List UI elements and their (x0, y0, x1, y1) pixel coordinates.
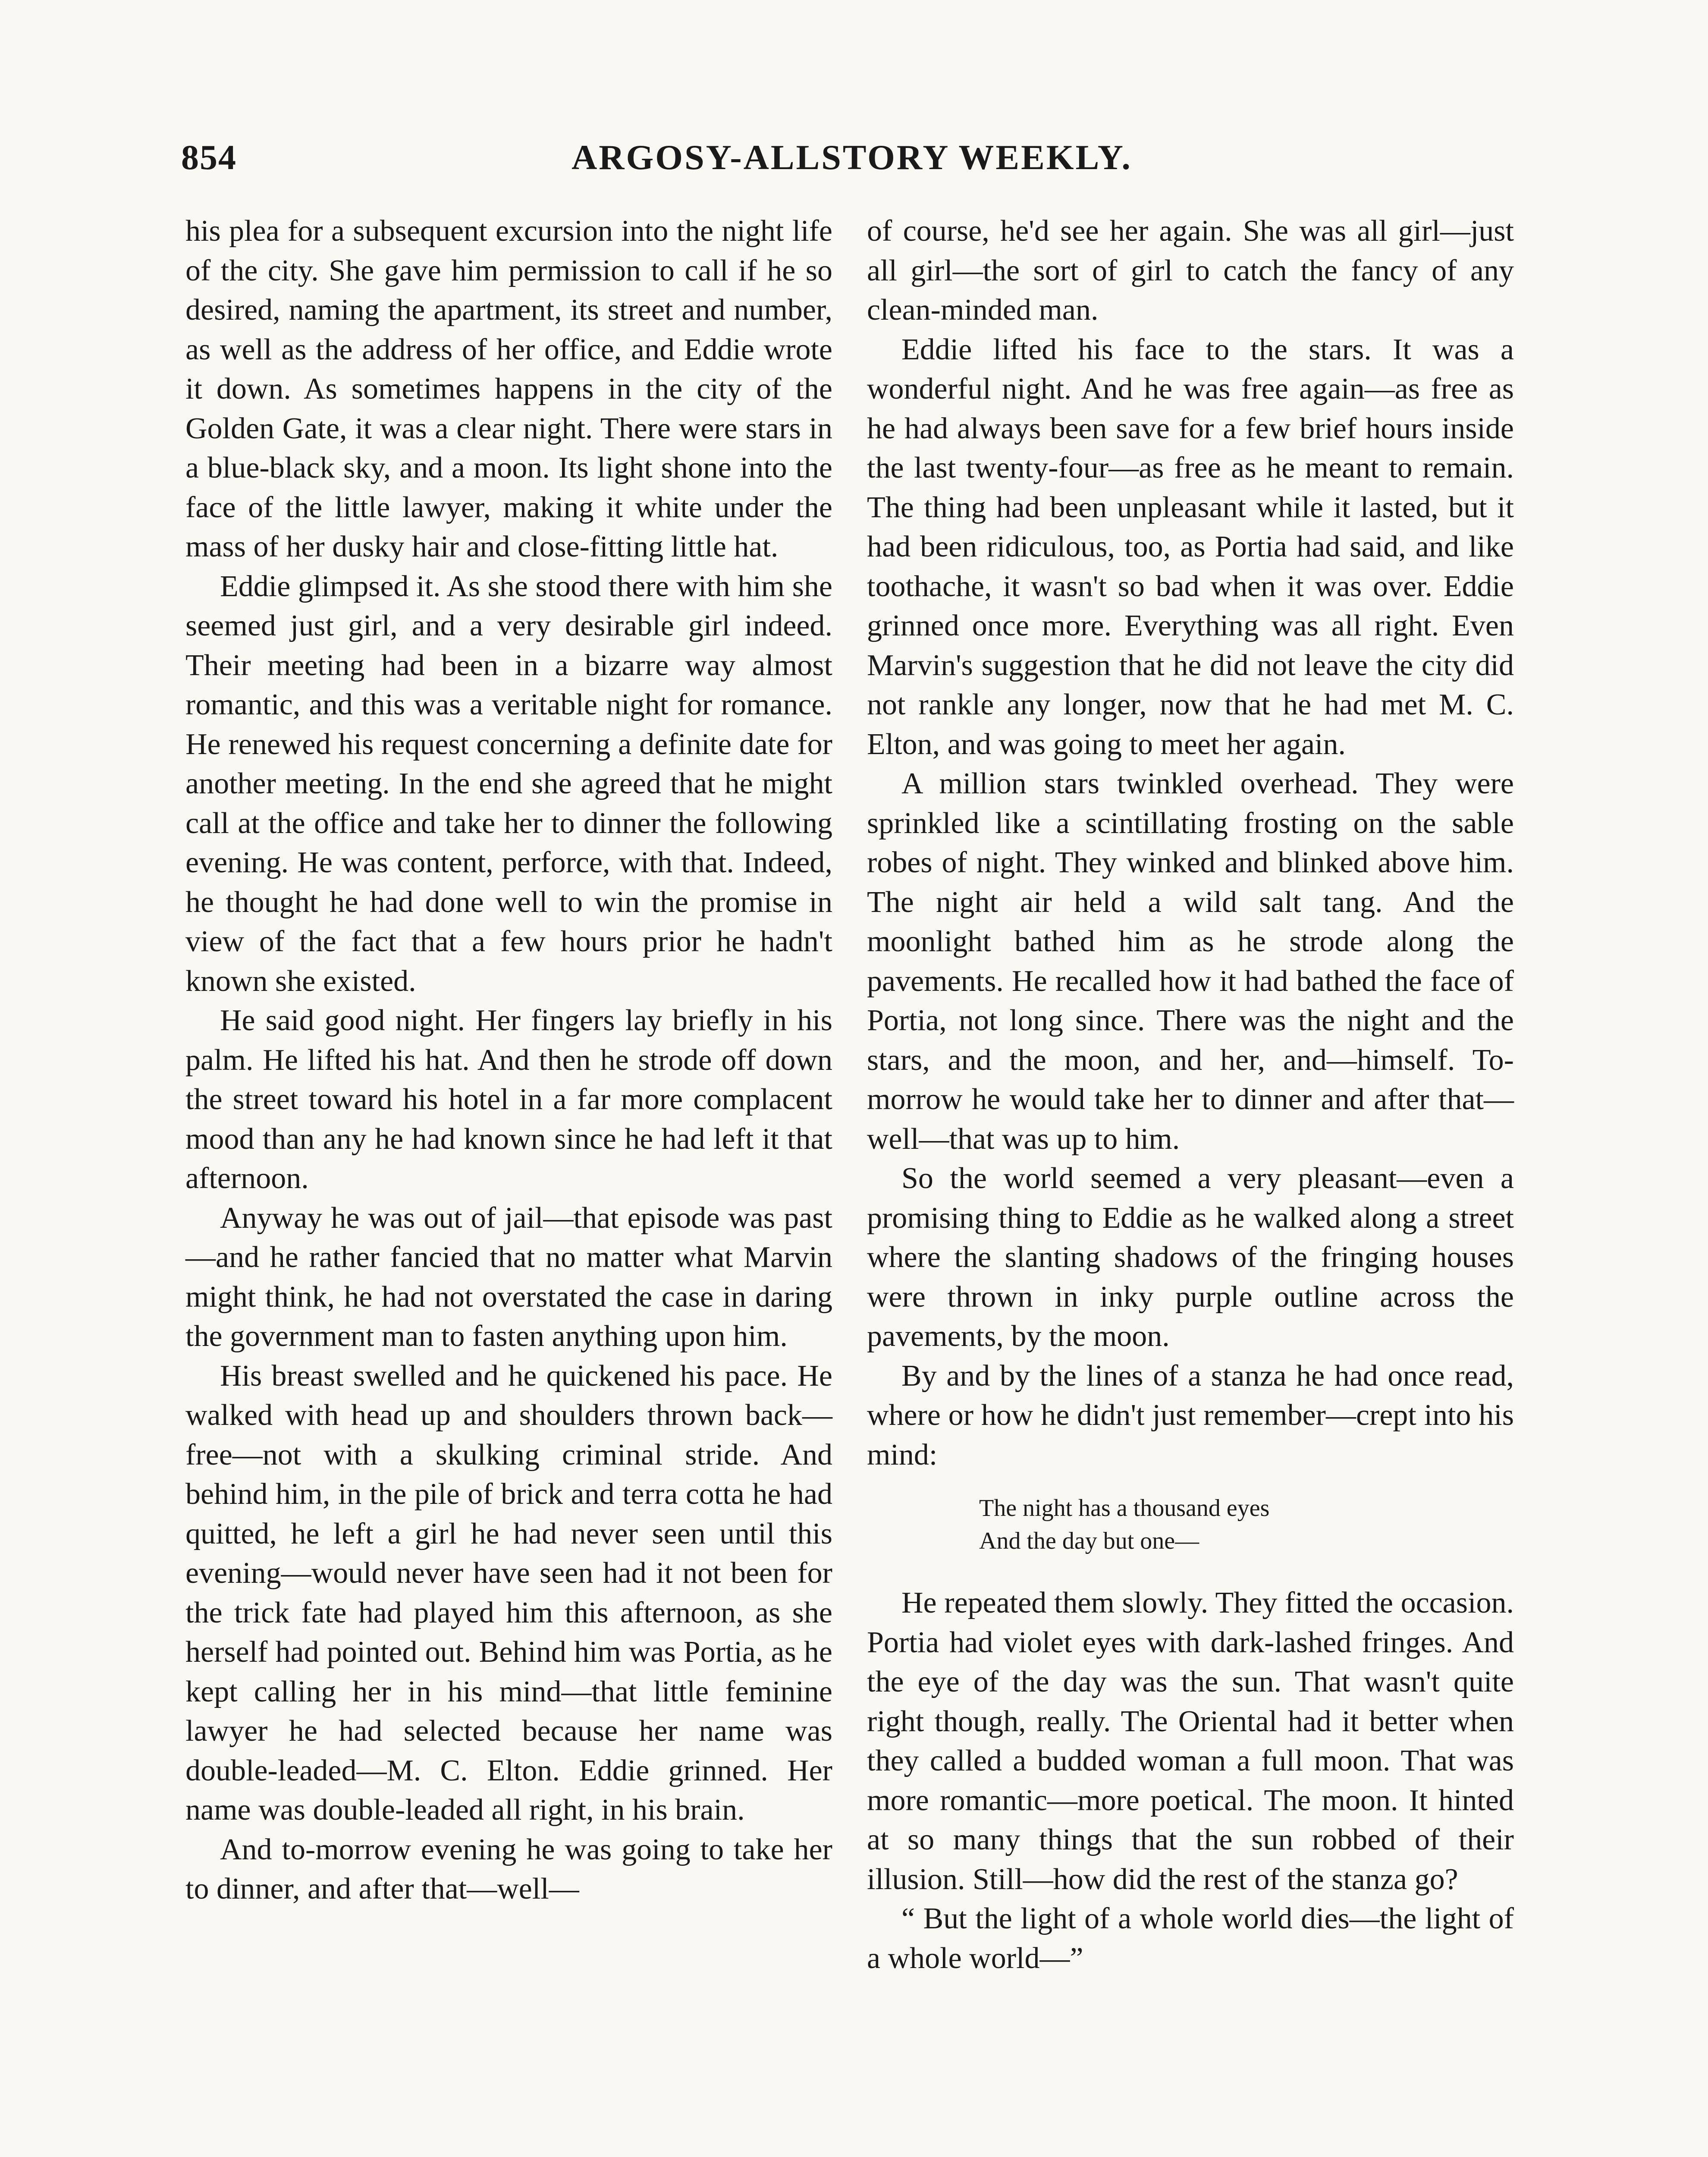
paragraph: “ But the light of a whole world dies—the light of a whole world—” (867, 1902, 1514, 1975)
paragraph: his plea for a subsequent excursion into the night life of the city. She gave him permission to call if he so desired, naming the apartment, its street and number, as well as the address of her office, and Eddie wrote it down. As sometimes happens in the city of the Golden Gate, it was a clear night. There were stars in a blue-black sky, and a moon. Its light shone into the face of the little lawyer, making it white under the mass of her dusky hair and close-fitting little hat. (185, 214, 832, 563)
paragraph: So the world seemed a very pleasant—even a promising thing to Eddie as he walked along a street where the slanting shadows of the fringing houses were thrown in inky purple outline across the pavements, by the moon. (867, 1162, 1514, 1353)
paragraph: He said good night. Her fingers lay briefly in his palm. He lifted his hat. And then he strode off down the street toward his hotel in a far more complacent mood than any he had known since he had left it that afternoon. (185, 1004, 832, 1195)
poem-line: And the day but one— (979, 1528, 1199, 1554)
paragraph: Anyway he was out of jail—that episode was past—and he rather fancied that no matter what Marvin might think, he had not overstated the case in daring the government man to fasten anything upon him. (185, 1201, 832, 1353)
paragraph: Eddie glimpsed it. As she stood there with him she seemed just girl, and a very desirable girl indeed. Their meeting had been in a bizarre way almost romantic, and this was a veritable night for romance. He renewed his request concerning a definite date for another meeting. In the end she agreed that he might call at the office and take her to dinner the following evening. He was content, perforce, with that. Indeed, he thought he had done well to win the promise in view of the fact that a few hours prior he hadn't known she existed. (185, 569, 832, 998)
poem-line: The night has a thousand eyes (979, 1495, 1270, 1522)
poem-stanza (979, 1492, 1514, 1557)
paragraph: His breast swelled and he quickened his pace. He walked with head up and shoulders thrown back—free—not with a skulking criminal stride. And behind him, in the pile of brick and terra cotta he had quitted, he left a girl he had never seen until this evening—would never have seen had it not been for the trick fate had played him this afternoon, as she herself had pointed out. Behind him was Portia, as he kept calling her in his mind—that little feminine lawyer he had selected because her name was double-leaded—M. C. Elton. Eddie grinned. Her name was double-leaded all right, in his brain. (185, 1359, 832, 1827)
running-title: ARGOSY-ALLSTORY WEEKLY. (571, 138, 1132, 177)
page-header (181, 137, 1523, 185)
paragraph: A million stars twinkled overhead. They were sprinkled like a scintillating frosting on the sable robes of night. They winked and blinked above him. The night air held a wild salt tang. And the moonlight bathed him as he strode along the pavements. He recalled how it had bathed the face of Portia, not long since. There was the night and the stars, and the moon, and her, and—himself. To-morrow he would take her to dinner and after that—well—that was up to him. (867, 767, 1514, 1156)
paragraph: He repeated them slowly. They fitted the occasion. Portia had violet eyes with dark-lashed fringes. And the eye of the day was the sun. That wasn't quite right though, really. The Oriental had it better when they called a budded woman a full moon. That was more romantic—more poetical. The moon. It hinted at so many things that the sun robbed of their illusion. Still—how did the rest of the stanza go? (867, 1586, 1514, 1896)
paragraph: of course, he'd see her again. She was all girl—just all girl—the sort of girl to catch the fancy of any clean-minded man. (867, 214, 1514, 327)
paragraph: Eddie lifted his face to the stars. It was a wonderful night. And he was free again—as free as he had always been save for a few brief hours inside the last twenty-four—as free as he meant to remain. The thing had been unpleasant while it lasted, but it had been ridiculous, too, as Portia had said, and like toothache, it wasn't so bad when it was over. Eddie grinned once more. Everything was all right. Even Marvin's suggestion that he did not leave the city did not rankle any longer, now that he had met M. C. Elton, and was going to meet her again. (867, 333, 1514, 761)
page-number: 854 (181, 138, 237, 177)
left-column (185, 211, 832, 1909)
paragraph: And to-morrow evening he was going to take her to dinner, and after that—well— (185, 1833, 832, 1905)
right-column (867, 211, 1514, 1978)
paragraph: By and by the lines of a stanza he had once read, where or how he didn't just remember—crept into his mind: (867, 1359, 1514, 1472)
